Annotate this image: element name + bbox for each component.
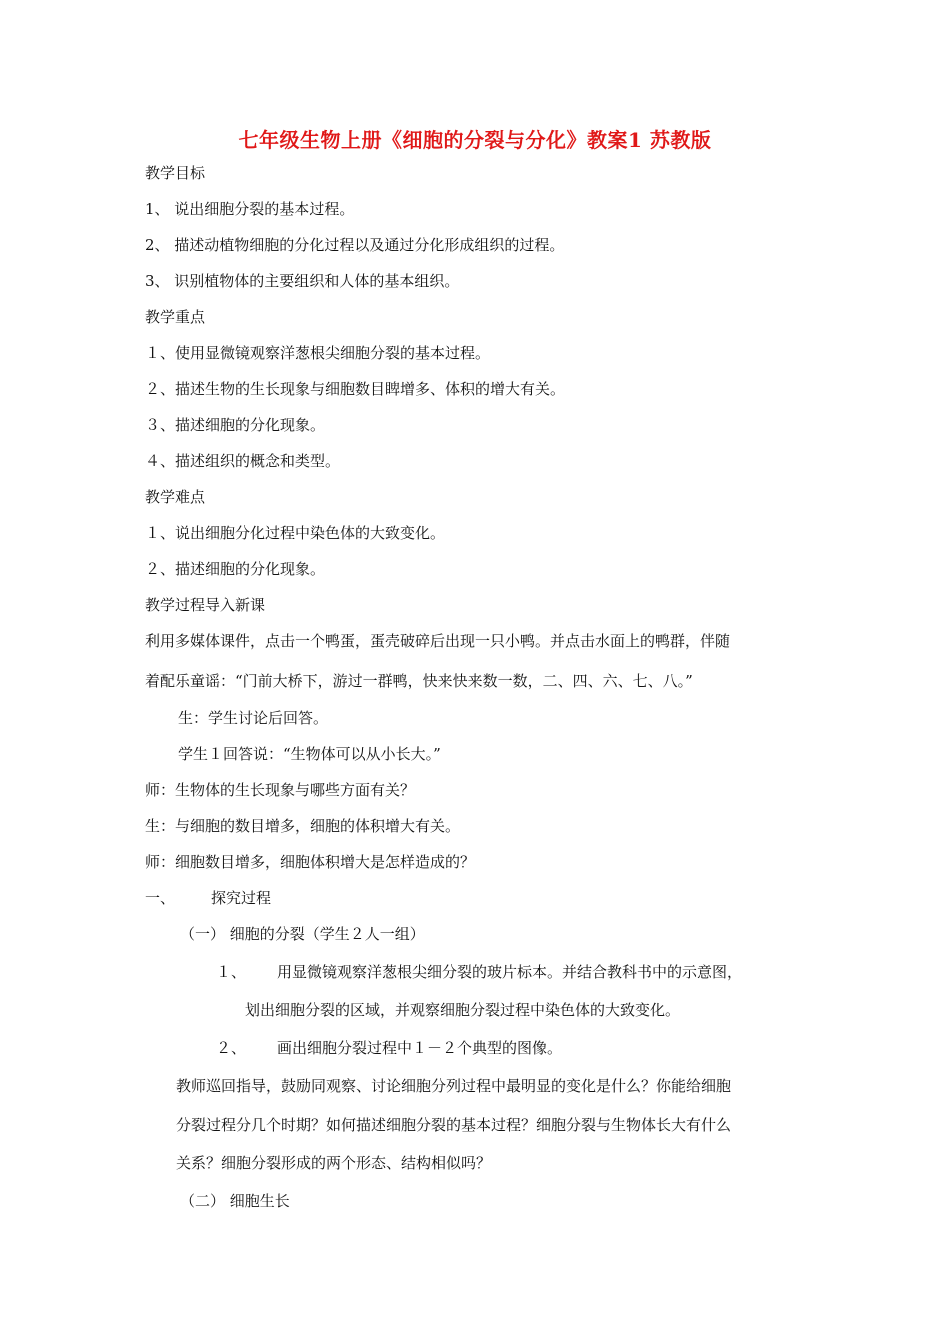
step-text-line: 画出细胞分裂过程中１－２个典型的图像。 — [277, 1039, 563, 1057]
guide-paragraph-line: 分裂过程分几个时期？如何描述细胞分裂的基本过程？细胞分裂与生物体长大有什么 — [176, 1116, 732, 1134]
intro-paragraph-line: 利用多媒体课件，点击一个鸭蛋，蛋壳破碎后出现一只小鸭。并点击水面上的鸭群，伴随 — [145, 632, 731, 650]
goal-item: 1、 说出细胞分裂的基本过程。 — [145, 200, 355, 218]
guide-paragraph-line: 关系？细胞分裂形成的两个形态、结构相似吗？ — [176, 1154, 492, 1172]
section-heading-difficulties: 教学难点 — [145, 488, 206, 506]
dialogue-line: 师：生物体的生长现象与哪些方面有关？ — [145, 781, 416, 799]
section-title: 探究过程 — [211, 889, 272, 907]
dialogue-line: 师：细胞数目增多，细胞体积增大是怎样造成的？ — [145, 853, 476, 871]
subsection-heading: （一） 细胞的分裂（学生２人一组） — [180, 925, 425, 943]
step-text-line: 用显微镜观察洋葱根尖细分裂的玻片标本。并结合教科书中的示意图， — [277, 963, 743, 981]
difficulty-item: １、说出细胞分化过程中染色体的大致变化。 — [145, 524, 446, 542]
key-point-item: １、使用显微镜观察洋葱根尖细胞分裂的基本过程。 — [145, 344, 491, 362]
step-number: １、 — [216, 963, 247, 981]
step-text-line: 划出细胞分裂的区域，并观察细胞分裂过程中染色体的大致变化。 — [245, 1001, 681, 1019]
dialogue-line: 生：与细胞的数目增多，细胞的体积增大有关。 — [145, 817, 461, 835]
guide-paragraph-line: 教师巡回指导，鼓励同观察、讨论细胞分列过程中最明显的变化是什么？你能给细胞 — [176, 1077, 732, 1095]
document-title: 七年级生物上册《细胞的分裂与分化》教案1 苏教版 — [238, 128, 712, 152]
section-heading-key-points: 教学重点 — [145, 308, 206, 326]
section-heading-process: 教学过程导入新课 — [145, 596, 266, 614]
goal-item: 3、 识别植物体的主要组织和人体的基本组织。 — [145, 272, 460, 290]
dialogue-line: 生：学生讨论后回答。 — [178, 709, 329, 727]
section-number: 一、 — [145, 889, 176, 907]
key-point-item: ４、描述组织的概念和类型。 — [145, 452, 341, 470]
section-heading-goals: 教学目标 — [145, 164, 206, 182]
subsection-heading: （二） 细胞生长 — [180, 1192, 290, 1210]
intro-paragraph-line: 着配乐童谣：“门前大桥下，游过一群鸭，快来快来数一数，二、四、六、七、八。” — [145, 672, 693, 690]
goal-item: 2、 描述动植物细胞的分化过程以及通过分化形成组织的过程。 — [145, 236, 565, 254]
dialogue-line: 学生１回答说：“生物体可以从小长大。” — [178, 745, 441, 763]
key-point-item: ２、描述生物的生长现象与细胞数目睥增多、体积的增大有关。 — [145, 380, 566, 398]
difficulty-item: ２、描述细胞的分化现象。 — [145, 560, 326, 578]
step-number: ２、 — [216, 1039, 247, 1057]
key-point-item: ３、描述细胞的分化现象。 — [145, 416, 326, 434]
